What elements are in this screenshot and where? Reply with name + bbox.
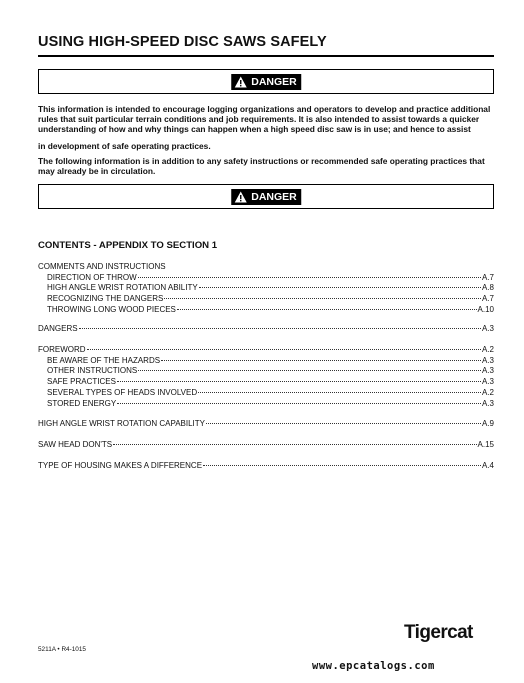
toc-leader	[177, 309, 477, 310]
toc-entry-page: A.3	[481, 398, 494, 408]
toc-entry[interactable]	[38, 366, 494, 377]
toc-leader	[206, 423, 481, 424]
toc-entry-label: DIRECTION OF THROW	[47, 272, 137, 282]
toc-heading-label: COMMENTS AND INSTRUCTIONS	[38, 262, 166, 271]
toc-entry[interactable]	[38, 345, 494, 356]
toc-leader	[198, 392, 481, 393]
danger-box-bottom	[38, 184, 494, 209]
toc-heading-label: TYPE OF HOUSING MAKES A DIFFERENCE	[38, 461, 203, 470]
toc-entry-page: A.3	[481, 366, 494, 376]
toc-entry-page: A.2	[481, 345, 494, 354]
toc-group	[38, 345, 494, 409]
toc-leader	[161, 360, 481, 361]
danger-label-text: DANGER	[251, 76, 297, 88]
toc-heading-label: DANGERS	[38, 324, 78, 333]
toc-group	[38, 262, 494, 316]
toc-entry[interactable]	[38, 273, 494, 284]
toc-leader	[138, 277, 481, 278]
toc-leader	[87, 349, 481, 350]
toc-entry[interactable]	[38, 377, 494, 388]
page-title: USING HIGH-SPEED DISC SAWS SAFELY	[38, 34, 327, 50]
toc-entry-label: STORED ENERGY	[47, 398, 117, 408]
toc-entry-label: HIGH ANGLE WRIST ROTATION ABILITY	[47, 283, 198, 293]
toc-entry-page: A.7	[481, 294, 494, 304]
toc-entry[interactable]	[38, 419, 494, 430]
toc-entry-label: RECOGNIZING THE DANGERS	[47, 294, 164, 304]
footer-code: 5211A • R4-1015	[38, 646, 86, 653]
toc-entry-label: SAFE PRACTICES	[47, 377, 116, 387]
toc-entry-page: A.3	[481, 377, 494, 387]
danger-label	[231, 74, 301, 90]
warning-icon	[234, 191, 247, 203]
intro-paragraph: This information is intended to encourage logging organizations and operators to develop and practice additional rules that suit particular terrain conditions and job requirements. It is also intended to assist towards a quicker understanding of how and why things can happen when a high speed disc saw is in use; and hence to assist	[38, 104, 491, 134]
toc-entry[interactable]	[38, 305, 494, 316]
danger-label-text: DANGER	[251, 191, 297, 203]
toc-group	[38, 324, 494, 335]
toc-heading-label: SAW HEAD DON'TS	[38, 440, 113, 449]
intro-paragraph-continued: in development of safe operating practices.	[38, 141, 211, 151]
toc-entry-page: A.3	[481, 355, 494, 365]
toc-heading-label: HIGH ANGLE WRIST ROTATION CAPABILITY	[38, 419, 205, 428]
toc-group	[38, 440, 494, 451]
toc-entry-label: SEVERAL TYPES OF HEADS INVOLVED	[47, 387, 198, 397]
toc-entry[interactable]	[38, 388, 494, 399]
toc-leader	[117, 403, 481, 404]
toc-entry[interactable]	[38, 283, 494, 294]
toc-heading-label: FOREWORD	[38, 345, 86, 354]
toc-entry-page: A.7	[481, 272, 494, 282]
toc-leader	[113, 444, 476, 445]
toc-group	[38, 461, 494, 472]
toc-entry-page: A.15	[477, 440, 494, 449]
toc-leader	[203, 465, 481, 466]
toc-entry-label: BE AWARE OF THE HAZARDS	[47, 355, 161, 365]
toc-entry-page: A.9	[481, 419, 494, 428]
watermark-url: www.epcatalogs.com	[312, 660, 435, 672]
toc-leader	[117, 381, 481, 382]
danger-box-top	[38, 69, 494, 94]
danger-label	[231, 189, 301, 205]
toc-leader	[199, 287, 481, 288]
toc-entry-page: A.8	[481, 283, 494, 293]
toc-entry[interactable]	[38, 356, 494, 367]
additional-info-paragraph: The following information is in addition to any safety instructions or recommended safe operating practices that may already be in circulation.	[38, 156, 485, 176]
warning-icon	[234, 76, 247, 88]
toc-leader	[164, 298, 481, 299]
toc-entry-page: A.4	[481, 461, 494, 470]
toc-group	[38, 419, 494, 430]
toc-entry[interactable]	[38, 399, 494, 410]
toc-entry-label: OTHER INSTRUCTIONS	[47, 366, 138, 376]
contents-title: CONTENTS - APPENDIX TO SECTION 1	[38, 240, 218, 251]
toc-leader	[79, 328, 481, 329]
toc-heading[interactable]	[38, 262, 494, 273]
toc-entry[interactable]	[38, 440, 494, 451]
title-rule	[38, 55, 494, 57]
toc-entry-page: A.3	[481, 324, 494, 333]
toc-entry-page: A.2	[481, 387, 494, 397]
toc-leader	[138, 370, 481, 371]
toc-entry-page: A.10	[477, 304, 494, 314]
toc-entry[interactable]	[38, 324, 494, 335]
tigercat-logo: Tigercat	[404, 622, 473, 643]
toc-entry[interactable]	[38, 461, 494, 472]
toc-entry[interactable]	[38, 294, 494, 305]
toc-entry-label: THROWING LONG WOOD PIECES	[47, 304, 176, 314]
